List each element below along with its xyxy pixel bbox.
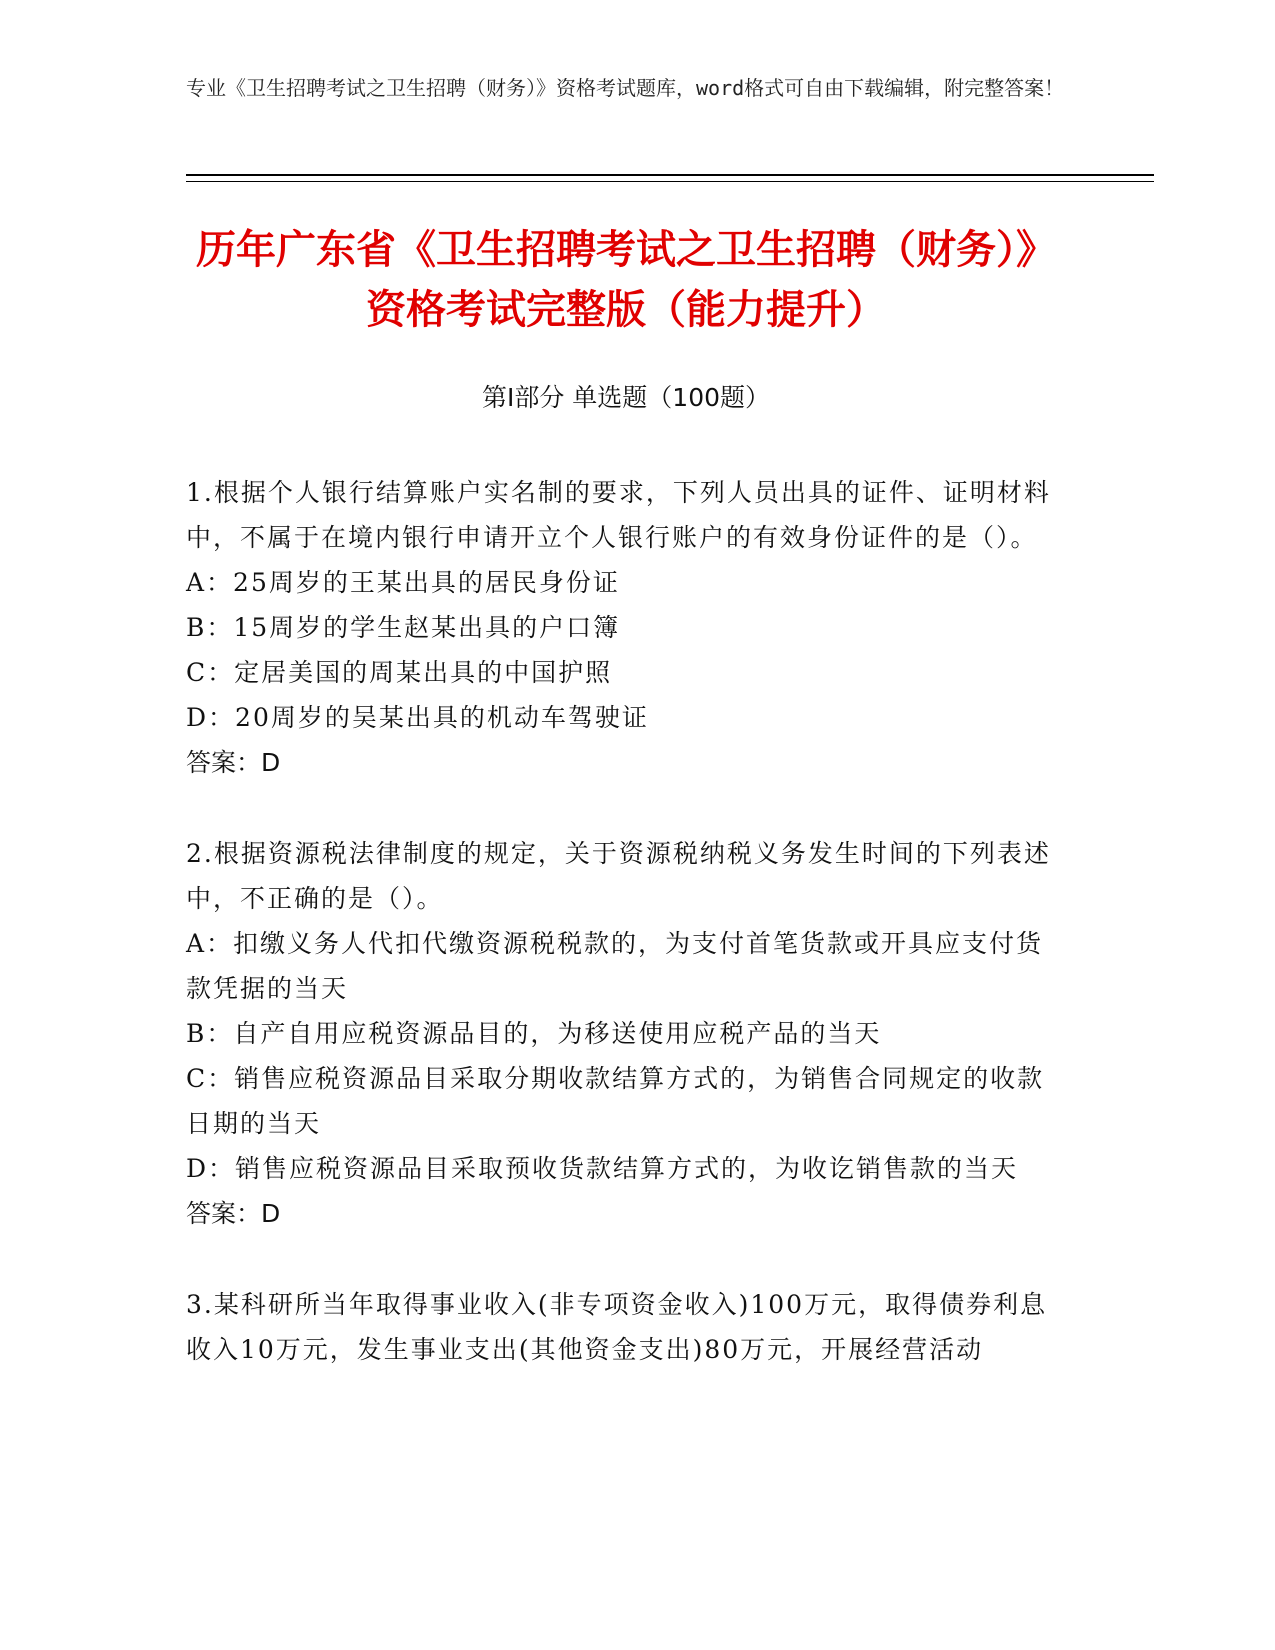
header-note: 专业《卫生招聘考试之卫生招聘（财务）》资格考试题库，word格式可自由下载编辑，附完整答案！ (186, 76, 1065, 100)
option-a: A：25周岁的王某出具的居民身份证 (186, 568, 620, 597)
question-3 (186, 1282, 1066, 1372)
question-text: 3.某科研所当年取得事业收入(非专项资金收入)100万元，取得债券利息收入10万元，发生事业支出(其他资金支出)80万元，开展经营活动 (186, 1290, 1048, 1364)
answer: 答案：D (186, 1199, 281, 1228)
question-text: 2.根据资源税法律制度的规定，关于资源税纳税义务发生时间的下列表述中，不正确的是（）。 (186, 839, 1051, 913)
section-title: 第I部分 单选题（100题） (481, 383, 771, 412)
option-b: B：自产自用应税资源品目的，为移送使用应税产品的当天 (186, 1019, 882, 1048)
header-divider-thin (186, 181, 1154, 182)
header-divider-thick (186, 174, 1154, 176)
question-1 (186, 470, 1066, 785)
document-title: 历年广东省《卫生招聘考试之卫生招聘（财务）》资格考试完整版（能力提升） (196, 227, 1056, 333)
option-c: C：销售应税资源品目采取分期收款结算方式的，为销售合同规定的收款日期的当天 (186, 1064, 1045, 1138)
question-2 (186, 831, 1066, 1236)
question-text: 1.根据个人银行结算账户实名制的要求，下列人员出具的证件、证明材料中，不属于在境内银行申请开立个人银行账户的有效身份证件的是（）。 (186, 478, 1051, 552)
option-d: D：20周岁的吴某出具的机动车驾驶证 (186, 703, 649, 732)
option-d: D：销售应税资源品目采取预收货款结算方式的，为收讫销售款的当天 (186, 1154, 1019, 1183)
answer: 答案：D (186, 748, 281, 777)
question-list (186, 470, 1066, 1418)
option-a: A：扣缴义务人代扣代缴资源税税款的，为支付首笔货款或开具应支付货款凭据的当天 (186, 929, 1044, 1003)
option-b: B：15周岁的学生赵某出具的户口簿 (186, 613, 621, 642)
option-c: C：定居美国的周某出具的中国护照 (186, 658, 613, 687)
